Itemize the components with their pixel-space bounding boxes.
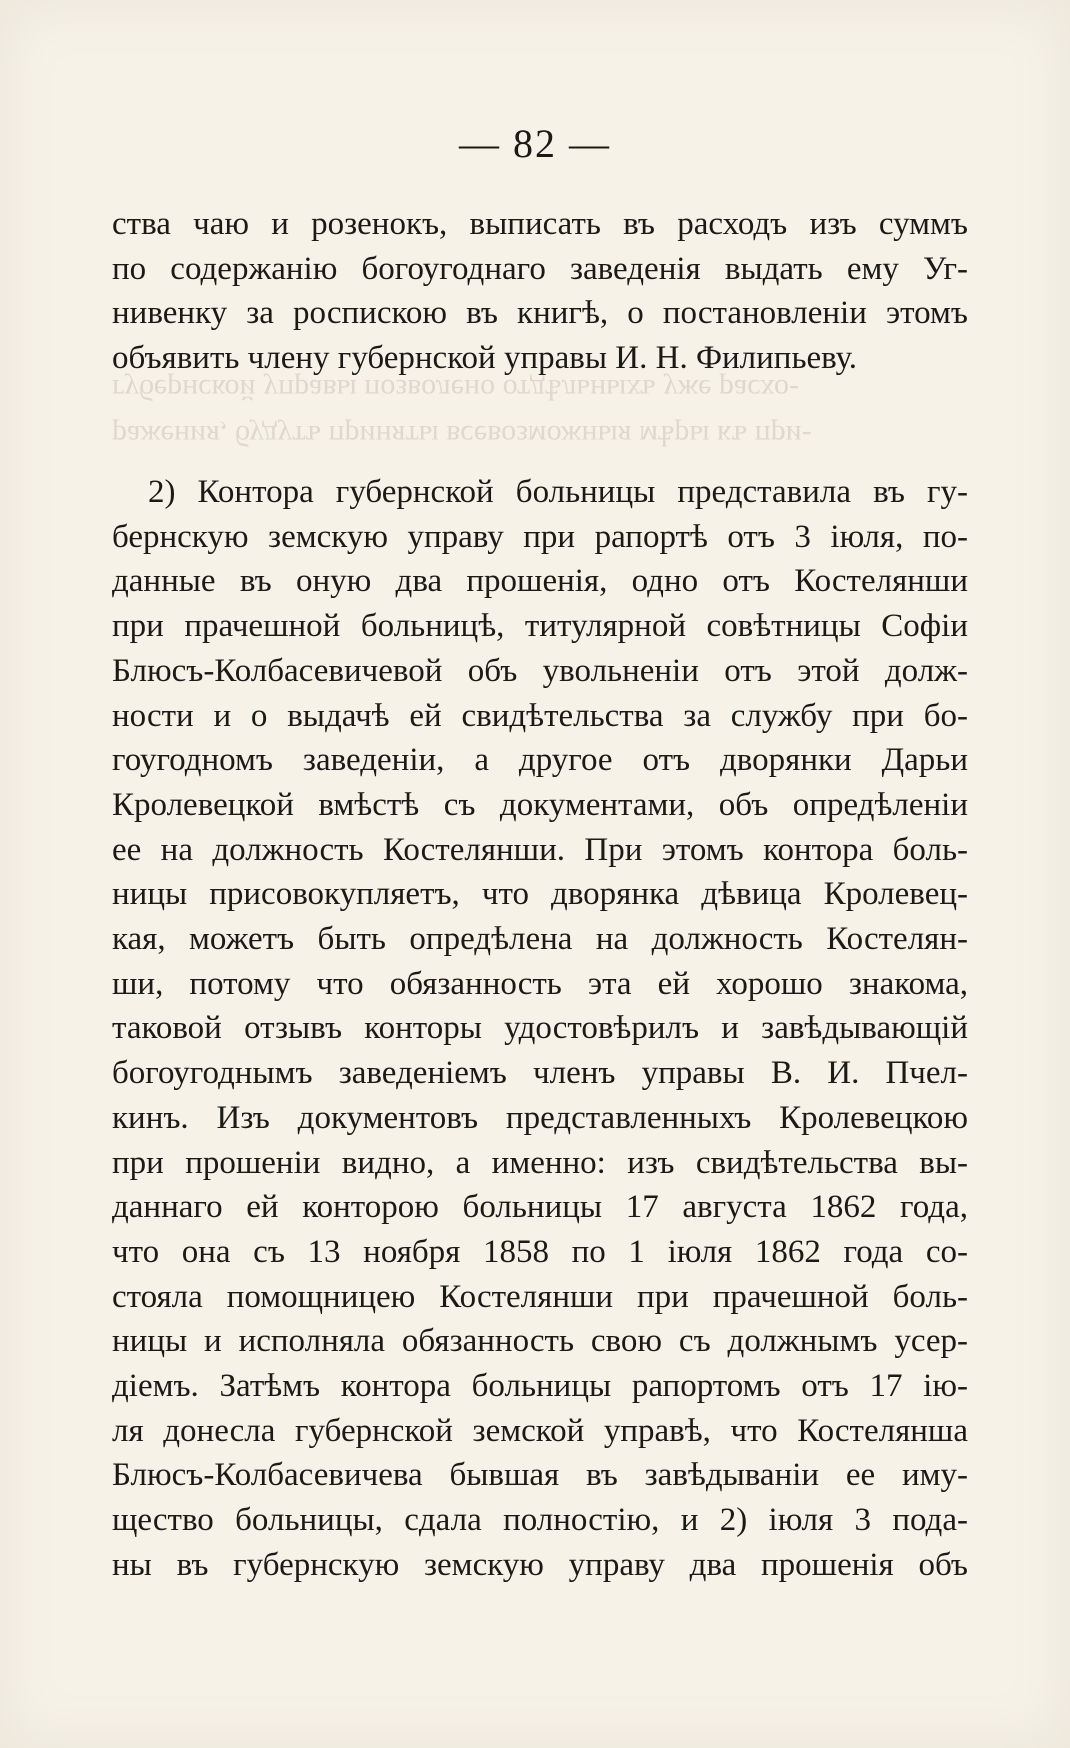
text-line: ности и о выдачѣ ей свидѣтельства за службу при бо-: [112, 697, 968, 734]
text-line: ны въ губернскую земскую управу два прошенія объ: [112, 1546, 968, 1583]
text-line: 2) Контора губернской больницы представила въ гу-: [148, 474, 968, 510]
text-line: кинъ. Изъ документовъ представленныхъ Кролевецкою: [112, 1099, 968, 1136]
text-line: діемъ. Затѣмъ контора больницы рапортомъ отъ 17 ію-: [112, 1368, 968, 1405]
text-line: ши, потому что обязанность эта ей хорошо знакома,: [112, 965, 968, 1002]
text-line: объявить члену губернской управы И. Н. Филипьеву.: [112, 340, 858, 377]
text-line: ля донесла губернской земской управѣ, что Костелянша: [112, 1412, 968, 1449]
text-line: ства чаю и розенокъ, выписать въ расходъ изъ суммъ: [112, 206, 968, 242]
text-line: при прачешной больницѣ, титулярной совѣтницы Софіи: [112, 608, 968, 645]
text-line: ницы присовокупляетъ, что дворянка дѣвица Кролевец-: [112, 876, 968, 913]
text-line: при прошеніи видно, а именно: изъ свидѣтельства вы-: [112, 1144, 968, 1181]
text-line: ее на должность Костелянши. При этомъ контора боль-: [112, 831, 968, 868]
text-line: стояла помощницею Костелянши при прачешной боль-: [112, 1278, 968, 1315]
text-line: щество больницы, сдала полностію, и 2) іюля 3 пода-: [112, 1502, 968, 1539]
text-line: гоугодномъ заведеніи, а другое отъ дворянки Дарьи: [112, 742, 968, 779]
paragraph-2: [112, 470, 968, 1588]
text-line: Кролевецкой вмѣстѣ съ документами, объ опредѣленіи: [112, 786, 968, 823]
text-line: Блюсъ-Колбасевичева бывшая въ завѣдываніи ее иму-: [112, 1457, 968, 1494]
text-line: что она съ 13 ноября 1858 по 1 іюля 1862 года со-: [112, 1233, 968, 1270]
text-line: по содержанію богоугоднаго заведенія выдать ему Уг-: [112, 250, 968, 287]
bleed-through-line: ражения, будутъ приняты всевозможныя мѣры къ при-: [112, 419, 812, 452]
text-line: данные въ оную два прошенія, одно отъ Костелянши: [112, 563, 968, 600]
text-line: ницы и исполняла обязанность свою съ должнымъ усер-: [112, 1323, 968, 1360]
text-line: кая, можетъ быть опредѣлена на должность Костелян-: [112, 921, 968, 958]
bleed-through-line: губернской управы позволено отдѣльныхъ уже расхо-: [112, 373, 800, 406]
text-line: таковой отзывъ конторы удостовѣрилъ и завѣдывающій: [112, 1010, 968, 1047]
text-line: нивенку за роспискою въ книгѣ, о постановленіи этомъ: [112, 295, 968, 332]
text-line: богоугоднымъ заведеніемъ членъ управы В. И. Пчел-: [112, 1055, 968, 1092]
paragraph-1: [112, 202, 968, 381]
text-line: даннаго ей конторою больницы 17 августа 1862 года,: [112, 1189, 968, 1226]
text-line: Блюсъ-Колбасевичевой объ увольненіи отъ этой долж-: [112, 652, 968, 689]
page-number: — 82 —: [459, 121, 611, 166]
text-line: бернскую земскую управу при рапортѣ отъ 3 іюля, по-: [112, 518, 968, 555]
